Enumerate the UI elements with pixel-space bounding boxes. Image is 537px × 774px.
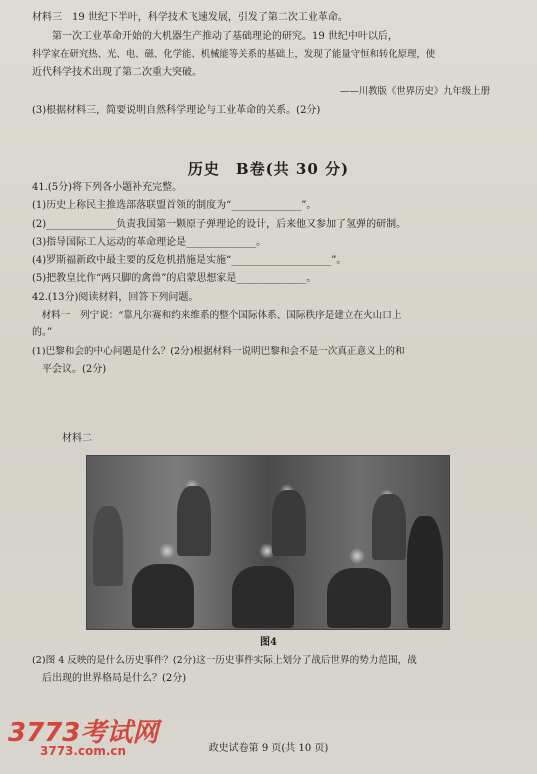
question-3: (3)根据材料三，简要说明自然科学理论与工业革命的关系。(2分) [32, 105, 321, 116]
material3-line2: 第一次工业革命开始的大机器生产推动了基础理论的研究。19 世纪中叶以后， [32, 31, 398, 42]
q42-stem: 42.(13分)阅读材料，回答下列问题。 [32, 292, 199, 303]
q41-item-5: (5)把教皇比作“两只脚的禽兽”的启蒙思想家是______________。 [32, 273, 317, 284]
watermark-url: 3773.com.cn [40, 744, 127, 758]
yalta-conference-photo [86, 455, 450, 630]
q42-question-1-cont: 平会议。(2分) [32, 364, 107, 375]
material3-source: ——川教版《世界历史》九年级上册 [340, 86, 491, 97]
figure-caption: 图4 [260, 637, 277, 648]
q42-material1-end: 的。” [32, 327, 53, 338]
material3-line1: 材料三 19 世纪下半叶，科学技术飞速发展，引发了第二次工业革命。 [32, 12, 348, 23]
q41-item-2: (2)______________负责我国第一颗原子弹理论的设计，后来他又参加了氢弹的研制。 [32, 219, 407, 230]
section-title: 历史 B卷(共 30 分) [187, 160, 350, 178]
q41-item-3: (3)指导国际工人运动的革命理论是______________。 [32, 237, 267, 248]
q42-material1: 材料一 列宁说：“靠凡尔赛和约来维系的整个国际体系、国际秩序是建立在火山口上 [32, 310, 402, 321]
material3-line4: 近代科学技术出现了第二次重大突破。 [32, 67, 202, 78]
q42-question-2: (2)图 4 反映的是什么历史事件？(2分)这一历史事件实际上划分了战后世界的势力范围，战 [32, 655, 417, 666]
material3-line3: 科学家在研究热、光、电、磁、化学能、机械能等关系的基础上，发现了能量守恒和转化原理，使 [32, 49, 436, 60]
q41-stem: 41.(5分)将下列各小题补充完整。 [32, 182, 183, 193]
q41-item-1: (1)历史上称民主推选部落联盟首领的制度为“______________”。 [32, 200, 317, 211]
page-footer: 政史试卷第 9 页(共 10 页) [208, 743, 329, 754]
q42-question-2-cont: 后出现的世界格局是什么？(2分) [32, 673, 187, 684]
q41-item-4: (4)罗斯福新政中最主要的反危机措施是实施“____________________”。 [32, 255, 347, 266]
material2-label: 材料二 [62, 433, 92, 444]
watermark-logo: 3773考试网 [8, 718, 159, 748]
q42-question-1: (1)巴黎和会的中心问题是什么？(2分)根据材料一说明巴黎和会不是一次真正意义上的和 [32, 346, 405, 357]
